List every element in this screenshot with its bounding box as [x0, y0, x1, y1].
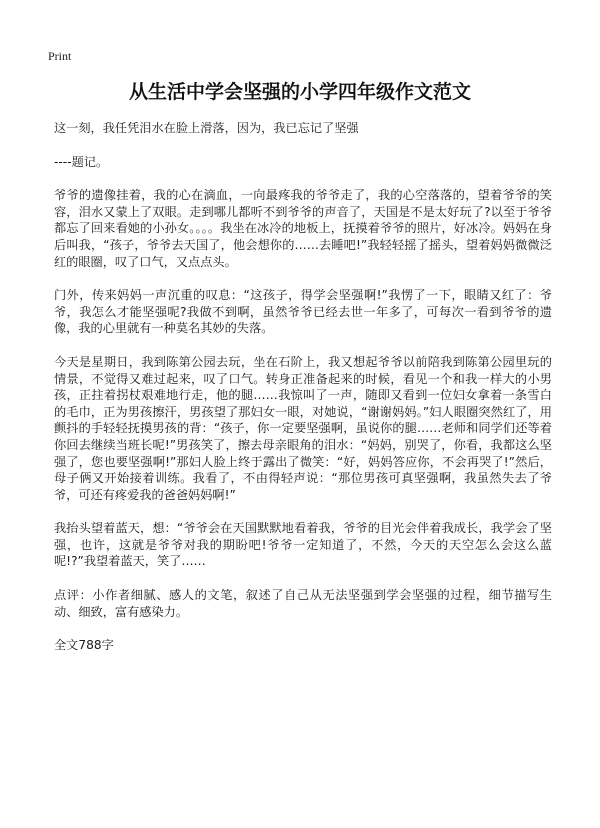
article-body: [54, 120, 552, 654]
print-link[interactable]: Print: [48, 49, 72, 63]
page-title: 从生活中学会坚强的小学四年级作文范文: [128, 81, 471, 103]
article-paragraph-epigraph: ----题记。: [54, 154, 109, 169]
word-count: 全文788字: [54, 638, 114, 653]
article-paragraph: 门外，传来妈妈一声沉重的叹息：“这孩子，得学会坚强啊!”我愣了一下，眼睛又红了：爷爷，我怎么才能坚强呢?我做不到啊，虽然爷爷已经去世一年多了，可每次一看到爷爷的遗像，我的心里就有一种莫名其妙的失落。: [54, 288, 552, 336]
article-paragraph-intro: 这一刻，我任凭泪水在脸上滑落，因为，我已忘记了坚强: [54, 121, 359, 135]
article-comment: 点评：小作者细腻、感人的文笔，叙述了自己从无法坚强到学会坚强的过程，细节描写生动、细致，富有感染力。: [54, 588, 552, 619]
article-paragraph: 我抬头望着蓝天，想：“爷爷会在天国默默地看着我，爷爷的目光会伴着我成长，我学会了坚强，也许，这就是爷爷对我的期盼吧!爷爷一定知道了，不然，今天的天空怎么会这么蓝呢!?”我望着蓝天，笑了……: [54, 521, 552, 569]
article-paragraph: 今天是星期日，我到陈第公园去玩，坐在石阶上，我又想起爷爷以前陪我到陈第公园里玩的情景，不觉得又难过起来，叹了口气。转身正准备起来的时候，看见一个和我一样大的小男孩，正拄着拐杖艰难地行走，他的腿……我惊叫了一声，随即又看到一位妇女拿着一条雪白的毛巾，正为男孩擦汗，男孩望了那妇女一眼，对她说，“谢谢妈妈。”妇人眼圈突然红了，用颤抖的手轻轻抚摸男孩的背：“孩子，你一定要坚强啊，虽说你的腿……老师和同学们还等着你回去继续当班长呢!”男孩笑了，擦去母亲眼角的泪水：“妈妈，别哭了，你看，我都这么坚强了，您也要坚强啊!”那妇人脸上终于露出了微笑：“好，妈妈答应你，不会再哭了!”然后，母子俩又开始接着训练。我看了，不由得轻声说：“那位男孩可真坚强啊，我虽然失去了爷爷，可还有疼爱我的爸爸妈妈啊!”: [54, 354, 552, 502]
article-paragraph: 爷爷的遗像挂着，我的心在滴血，一向最疼我的爷爷走了，我的心空落落的，望着爷爷的笑容，泪水又蒙上了双眼。走到哪儿都听不到爷爷的声音了，天国是不是太好玩了?以至于爷爷都忘了回来看她的小孙女。。。。我坐在冰冷的地板上，抚摸着爷爷的照片，好冰冷。妈妈在身后叫我，“孩子，爷爷去天国了，他会想你的……去睡吧!”我轻轻摇了摇头，望着妈妈微微泛红的眼圈，叹了口气，又点点头。: [54, 188, 552, 269]
